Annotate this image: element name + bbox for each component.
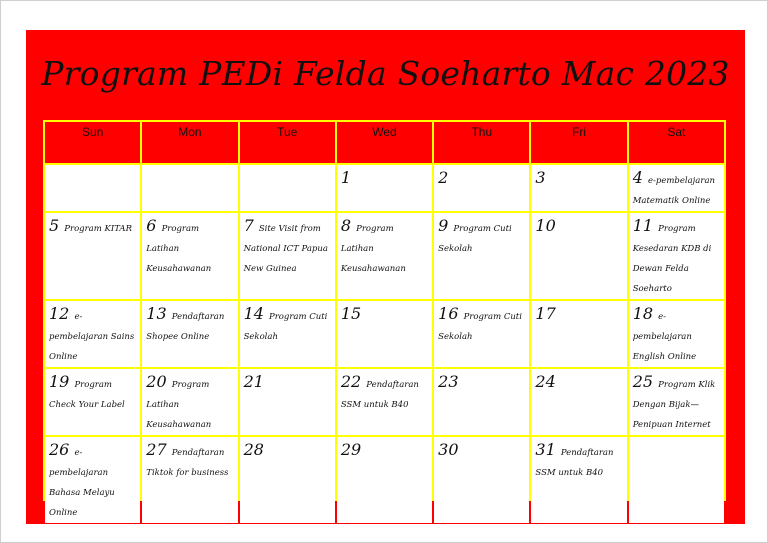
date-number: 9 [438,216,449,235]
date-number: 19 [49,372,70,391]
page-title: Program PEDi Felda Soeharto Mac 2023 [41,54,730,93]
event-text: Program Check Your Label [49,380,125,410]
event-text: Pendaftaran SSM untuk B40 [340,380,419,410]
calendar-cell [240,301,335,367]
date-number: 8 [340,216,352,235]
event-text: Program Latihan Keusahawanan [340,224,406,274]
date-number: 13 [146,304,167,323]
event-text: Program Klik Dengan Bijak—Penipuan Internet [632,380,716,430]
event-text: e-pembelajaran Matematik Online [632,176,715,206]
event-text: Pendaftaran Tiktok for business [146,448,229,478]
date-number: 10 [535,216,556,235]
date-number: 17 [535,304,556,323]
calendar-panel [26,30,745,524]
calendar-cell [142,301,237,367]
day-header-sun: Sun [45,122,140,163]
event-text: Pendaftaran SSM untuk B40 [535,448,614,478]
calendar-cell [337,437,432,523]
calendar-cell [142,165,237,211]
date-number: 7 [243,216,254,235]
calendar-grid [43,120,726,518]
day-header-mon: Mon [142,122,237,163]
date-number: 14 [243,304,264,323]
day-header-sat: Sat [629,122,724,163]
date-number: 2 [438,168,449,187]
event-text: Program KITAR [64,224,132,234]
calendar-cell [240,213,335,299]
calendar-cell [45,369,140,435]
date-number: 12 [49,304,70,323]
calendar-cell [240,369,335,435]
event-text: Pendaftaran Shopee Online [146,312,225,342]
calendar-cell [629,165,724,211]
event-text: Program Latihan Keusahawanan [146,380,212,430]
calendar-cell [45,437,140,523]
calendar-cell [629,369,724,435]
event-text: Program Cuti Sekolah [243,312,328,342]
calendar-cell [337,165,432,211]
calendar-cell [337,213,432,299]
calendar-cell [240,165,335,211]
date-number: 22 [340,372,362,391]
date-number: 15 [340,304,362,323]
day-header-tue: Tue [240,122,335,163]
date-number: 11 [632,216,654,235]
calendar-cell [434,369,529,435]
calendar-cell [629,301,724,367]
event-text: Program Cuti Sekolah [438,224,512,254]
date-number: 3 [535,168,546,187]
day-header-fri: Fri [531,122,626,163]
calendar-cell [142,437,237,523]
date-number: 5 [49,216,60,235]
date-number: 26 [49,440,70,459]
calendar-cell [45,165,140,211]
date-number: 20 [146,372,167,391]
date-number: 21 [243,372,264,391]
calendar-cell [337,369,432,435]
calendar-cell [531,165,626,211]
calendar-cell [531,437,626,523]
event-text: Program Cuti Sekolah [438,312,522,342]
date-number: 28 [243,440,264,459]
calendar-cell [240,437,335,523]
date-number: 27 [146,440,167,459]
calendar-cell [45,301,140,367]
calendar-cell [434,301,529,367]
calendar-cell [434,165,529,211]
date-number: 16 [438,304,459,323]
calendar-cell [434,213,529,299]
event-text: Site Visit from National ICT Papua New Guinea [243,224,328,274]
calendar-cell [531,213,626,299]
day-header-wed: Wed [337,122,432,163]
event-text: e-pembelajaran English Online [632,312,697,362]
event-text: e-pembelajaran Sains Online [49,312,135,362]
event-text: Program Latihan Keusahawanan [146,224,212,274]
calendar-cell [629,213,724,299]
calendar-cell [531,301,626,367]
date-number: 4 [632,168,643,187]
date-number: 1 [340,168,352,187]
date-number: 30 [438,440,459,459]
date-number: 29 [340,440,362,459]
calendar-cell [531,369,626,435]
event-text: e-pembelajaran Bahasa Melayu Online [49,448,115,518]
calendar-cell [434,437,529,523]
calendar-cell [142,369,237,435]
date-number: 18 [632,304,654,323]
calendar-cell [629,437,724,523]
date-number: 24 [535,372,556,391]
date-number: 6 [146,216,157,235]
calendar-cell [337,301,432,367]
event-text: Program Kesedaran KDB di Dewan Felda Soeharto [632,224,712,294]
date-number: 31 [535,440,556,459]
calendar-cell [45,213,140,299]
date-number: 23 [438,372,459,391]
calendar-cell [142,213,237,299]
day-header-thu: Thu [434,122,529,163]
date-number: 25 [632,372,654,391]
